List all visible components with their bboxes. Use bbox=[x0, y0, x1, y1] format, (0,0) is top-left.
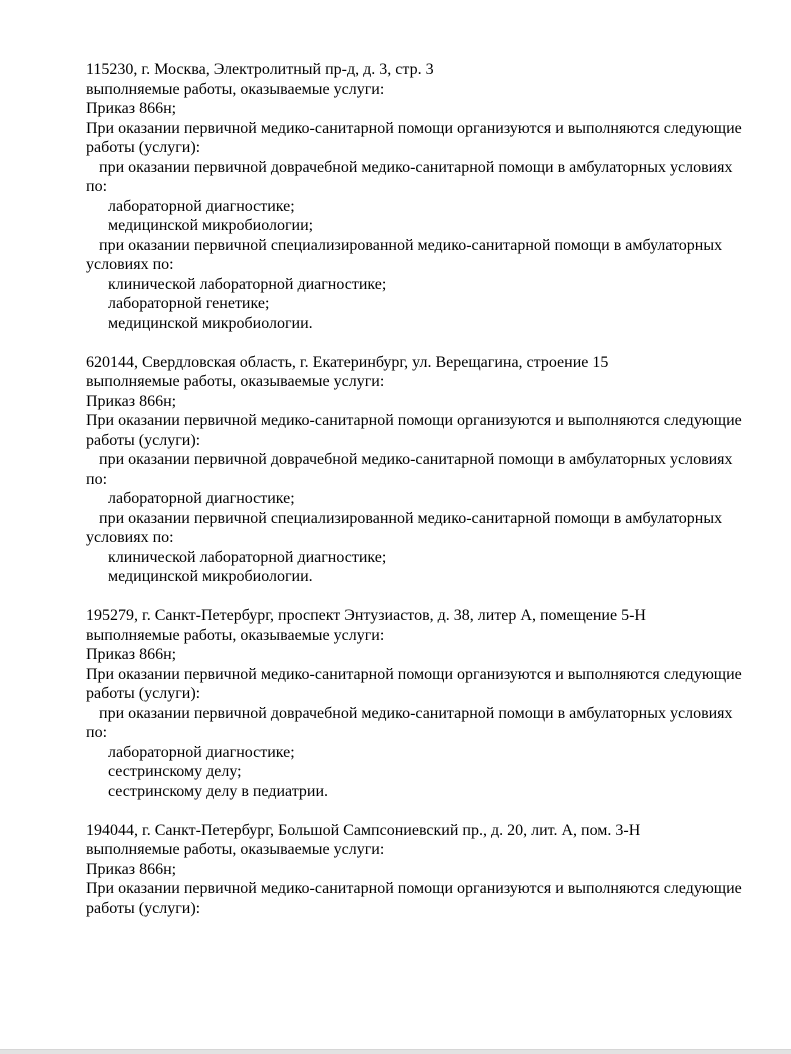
text-line: условиях по: bbox=[86, 256, 174, 273]
text-line: 620144, Свердловская область, г. Екатеринбург, ул. Верещагина, строение 15 bbox=[86, 353, 609, 371]
text-line: При оказании первичной медико-санитарной помощи организуются и выполняются следующие bbox=[86, 665, 742, 683]
text-line: клинической лабораторной диагностике; bbox=[108, 275, 387, 293]
text-line: лабораторной диагностике; bbox=[108, 490, 295, 507]
text-line: лабораторной диагностике; bbox=[108, 197, 295, 215]
text-line: лабораторной диагностике; bbox=[108, 743, 295, 761]
text-line: по: bbox=[86, 724, 108, 741]
text-line: при оказании первичной специализированной медико-санитарной помощи в амбулаторных bbox=[99, 236, 723, 254]
text-line: сестринскому делу в педиатрии. bbox=[108, 782, 329, 800]
text-line: При оказании первичной медико-санитарной помощи организуются и выполняются следующие bbox=[86, 880, 742, 897]
document-text bbox=[86, 60, 761, 918]
text-line: при оказании первичной доврачебной медико-санитарной помощи в амбулаторных условиях bbox=[99, 704, 733, 722]
text-line: выполняемые работы, оказываемые услуги: bbox=[86, 841, 385, 858]
text-line: 115230, г. Москва, Электролитный пр-д, д. 3, стр. 3 bbox=[86, 61, 434, 78]
text-line: медицинской микробиологии. bbox=[108, 568, 313, 585]
text-line: медицинской микробиологии. bbox=[108, 314, 313, 332]
text-line: работы (услуги): bbox=[86, 685, 201, 702]
text-line: выполняемые работы, оказываемые услуги: bbox=[86, 80, 385, 98]
text-line: выполняемые работы, оказываемые услуги: bbox=[86, 626, 385, 644]
text-line: работы (услуги): bbox=[86, 431, 201, 449]
text-line: При оказании первичной медико-санитарной помощи организуются и выполняются следующие bbox=[86, 119, 742, 137]
bottom-edge-bar bbox=[0, 1049, 791, 1054]
text-line: Приказ 866н; bbox=[86, 100, 177, 117]
text-line: лабораторной генетике; bbox=[108, 295, 270, 312]
text-line: условиях по: bbox=[86, 529, 174, 546]
text-line: выполняемые работы, оказываемые услуги: bbox=[86, 373, 385, 390]
text-line: по: bbox=[86, 178, 108, 195]
text-line: клинической лабораторной диагностике; bbox=[108, 548, 387, 566]
text-line: при оказании первичной специализированной медико-санитарной помощи в амбулаторных bbox=[99, 509, 723, 527]
text-line: Приказ 866н; bbox=[86, 860, 177, 878]
text-line: по: bbox=[86, 470, 108, 488]
text-line: 195279, г. Санкт-Петербург, проспект Энтузиастов, д. 38, литер А, помещение 5-Н bbox=[86, 607, 646, 624]
address-block bbox=[86, 60, 761, 333]
text-line: работы (услуги): bbox=[86, 139, 201, 156]
text-line: При оказании первичной медико-санитарной помощи организуются и выполняются следующие bbox=[86, 412, 742, 429]
text-line: при оказании первичной доврачебной медико-санитарной помощи в амбулаторных условиях bbox=[99, 158, 733, 176]
address-block bbox=[86, 353, 761, 587]
text-line: Приказ 866н; bbox=[86, 646, 177, 663]
text-line: Приказ 866н; bbox=[86, 392, 177, 410]
text-line: 194044, г. Санкт-Петербург, Большой Сампсониевский пр., д. 20, лит. А, пом. 3-Н bbox=[86, 821, 641, 839]
text-line: при оказании первичной доврачебной медико-санитарной помощи в амбулаторных условиях bbox=[99, 451, 733, 468]
text-line: медицинской микробиологии; bbox=[108, 217, 314, 234]
text-line: работы (услуги): bbox=[86, 899, 201, 917]
address-block bbox=[86, 821, 761, 919]
address-block bbox=[86, 606, 761, 801]
text-line: сестринскому делу; bbox=[108, 763, 242, 780]
